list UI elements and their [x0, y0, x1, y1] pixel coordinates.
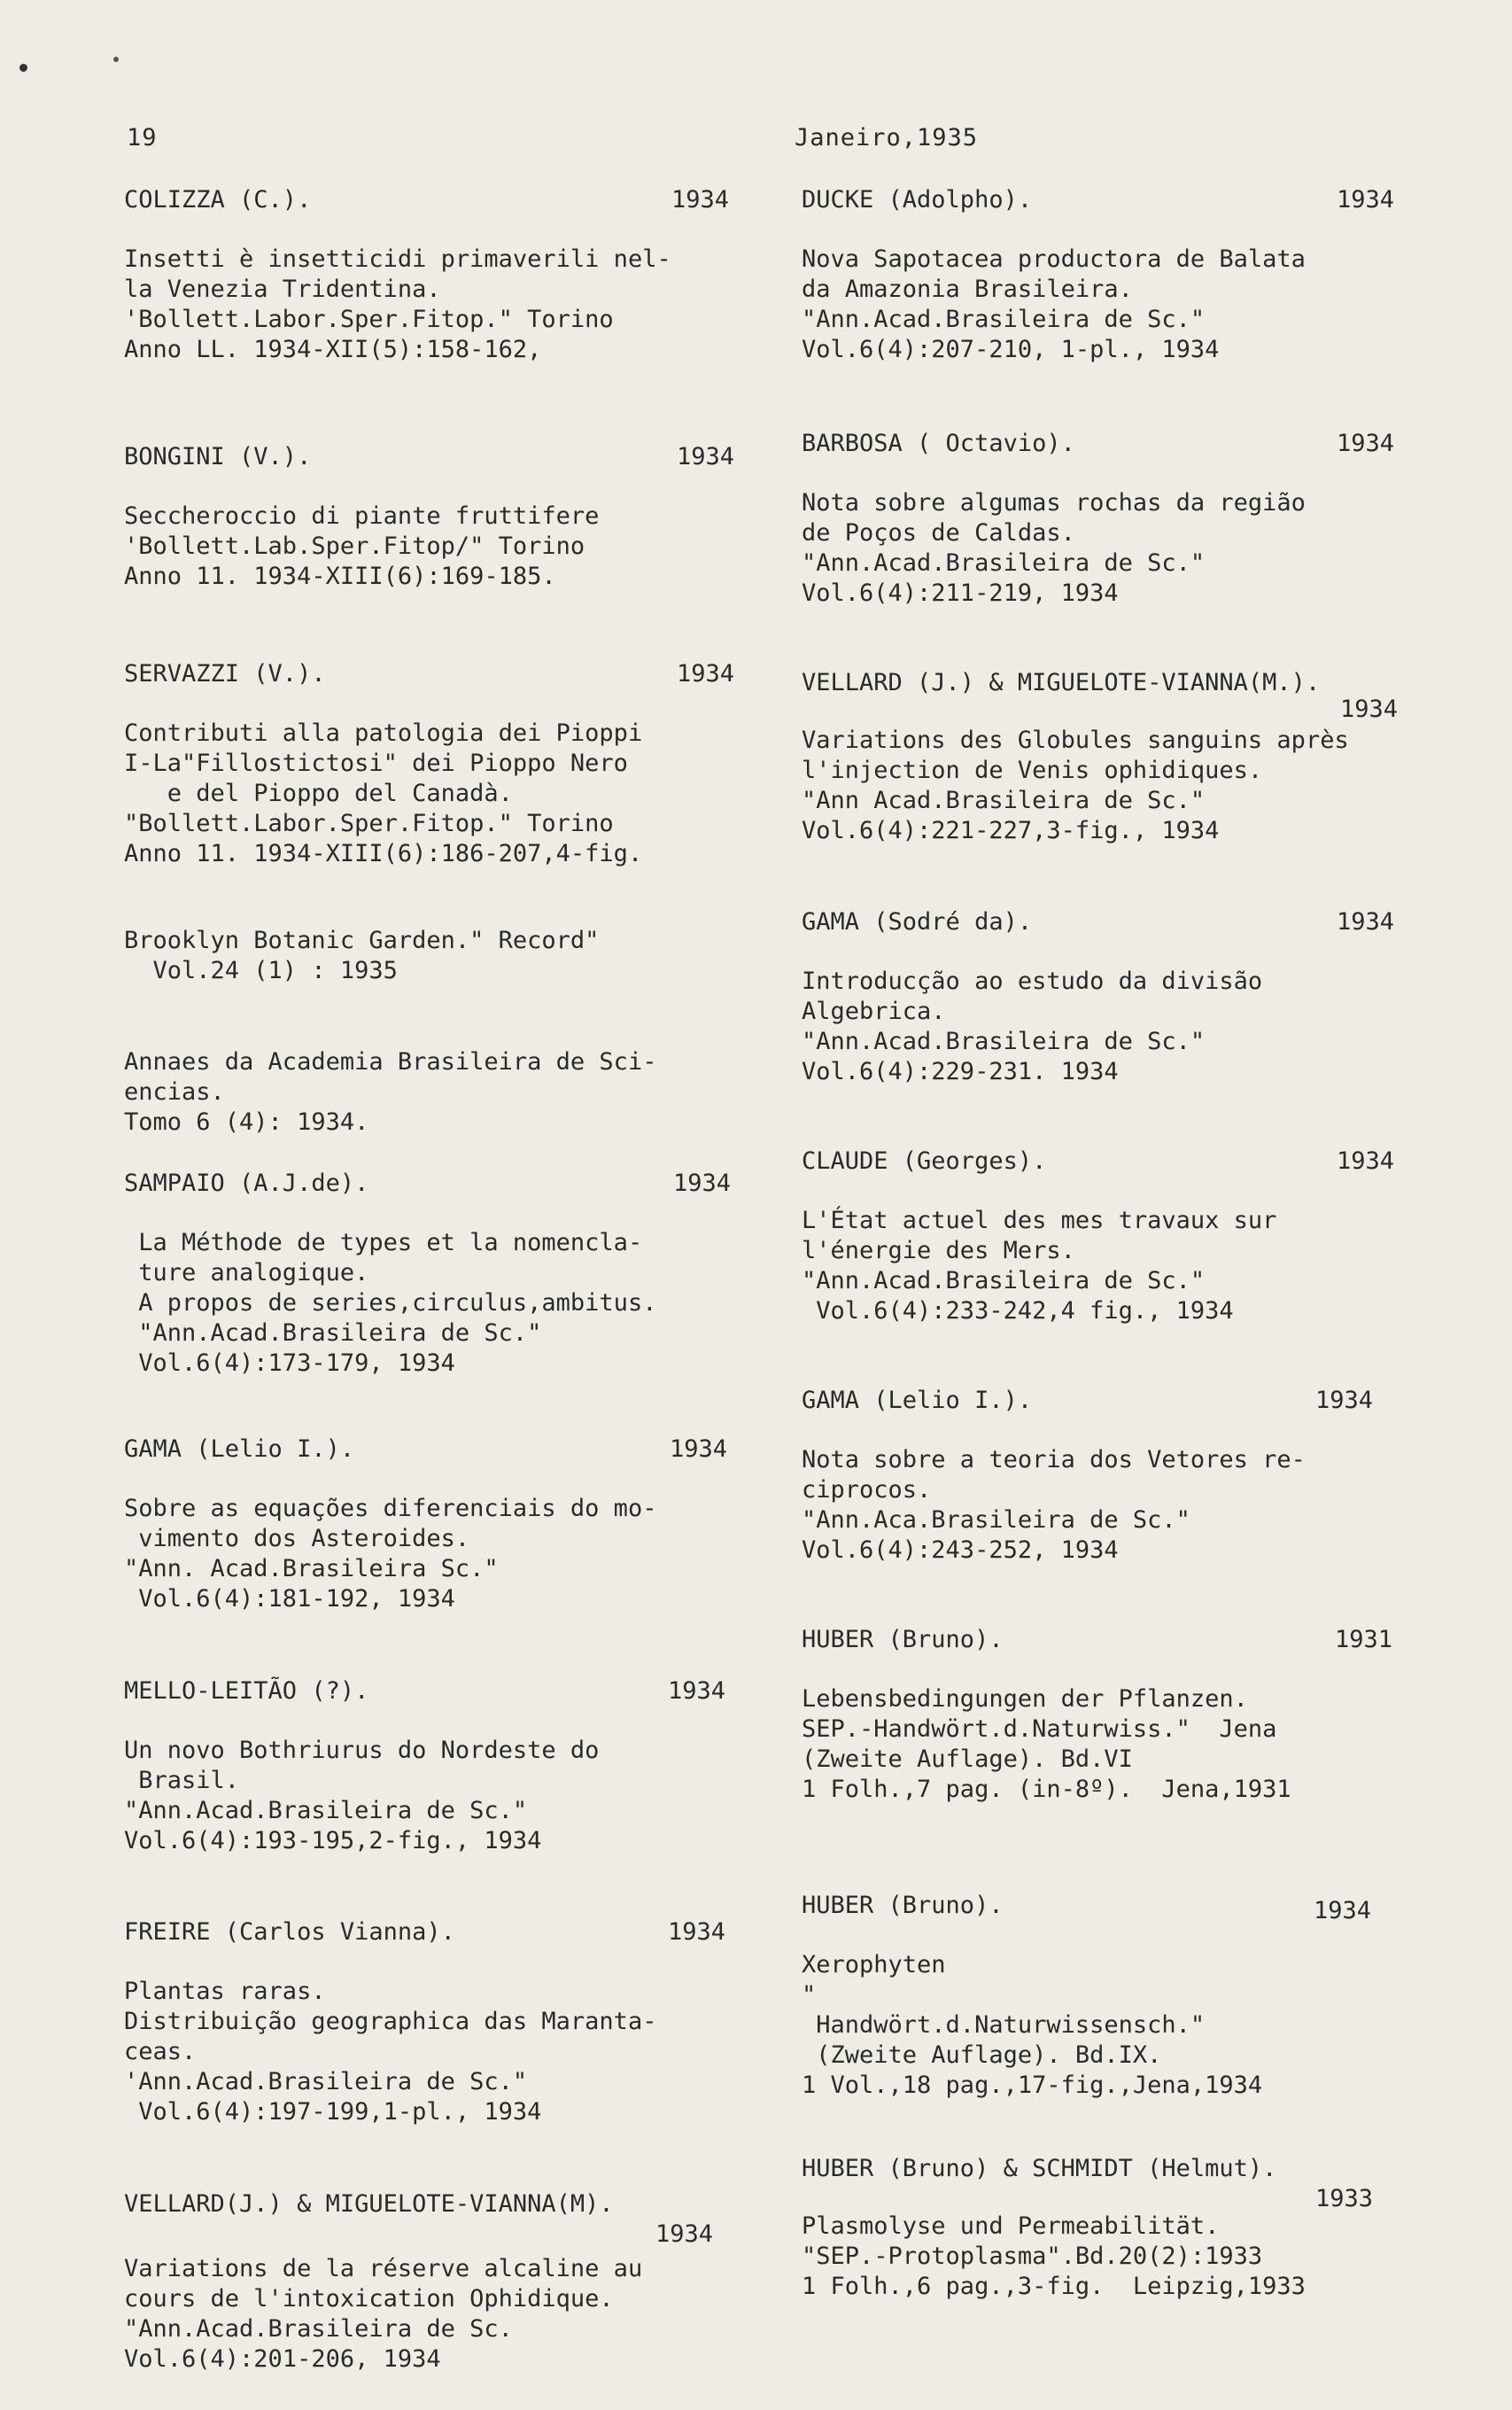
entry-line: Variations de la réserve alcaline au [124, 2255, 643, 2282]
entry-line: "Ann.Acad.Brasileira de Sc." [802, 306, 1206, 333]
entry-line: "Ann Acad.Brasileira de Sc." [802, 787, 1206, 814]
entry-line: Nota sobre a teoria dos Vetores re- [802, 1446, 1306, 1473]
entry-line: Introducção ao estudo da divisão [802, 968, 1263, 995]
bibliography-entry [124, 1047, 779, 1138]
entry-line: l'injection de Venis ophidiques. [802, 757, 1263, 784]
bibliography-entry [802, 1626, 1475, 1805]
entry-author: CLAUDE (Georges). [802, 1147, 1047, 1175]
entry-line: (Zweite Auflage). Bd.IX. [802, 2041, 1162, 2069]
bibliography-entry [802, 430, 1475, 609]
entry-line: da Amazonia Brasileira. [802, 276, 1133, 303]
entry-line: Vol.6(4):201-206, 1934 [124, 2345, 441, 2373]
entry-line: l'énergie des Mers. [802, 1237, 1075, 1264]
entry-year: 1934 [673, 1170, 732, 1197]
entry-line: Annaes da Academia Brasileira de Sci- [124, 1048, 657, 1076]
bibliography-entry [124, 443, 779, 592]
entry-line: "Ann.Acad.Brasileira de Sc." [802, 1267, 1206, 1294]
entry-line: Vol.6(4):211-219, 1934 [802, 579, 1119, 607]
entry-year: 1934 [1314, 1897, 1372, 1924]
entry-line: " [802, 1981, 817, 2009]
entry-line: 1 Folh.,6 pag.,3-fig. Leipzig,1933 [802, 2273, 1306, 2300]
bibliography-entry [802, 1147, 1475, 1326]
entry-author: BARBOSA ( Octavio). [802, 430, 1075, 457]
entry-line: La Méthode de types et la nomencla- [124, 1229, 643, 1256]
entry-line: Sobre as equações diferenciais do mo- [124, 1495, 657, 1522]
entry-author: SERVAZZI (V.). [124, 660, 326, 688]
entry-line: Vol.6(4):197-199,1-pl., 1934 [124, 2098, 542, 2126]
entry-line: "SEP.-Protoplasma".Bd.20(2):1933 [802, 2243, 1263, 2270]
bibliography-entry [124, 1918, 779, 2127]
bibliography-entry [802, 669, 1475, 846]
entry-year: 1934 [677, 443, 735, 470]
entry-line: Vol.6(4):193-195,2-fig., 1934 [124, 1827, 542, 1854]
entry-line: 1 Folh.,7 pag. (in-8º). Jena,1931 [802, 1776, 1291, 1803]
entry-line: Nota sobre algumas rochas da região [802, 489, 1306, 517]
entry-line: Anno 11. 1934-XIII(6):169-185. [124, 563, 556, 590]
entry-year: 1934 [655, 2220, 714, 2248]
entry-line: "Ann.Acad.Brasileira de Sc. [124, 2315, 513, 2343]
entry-line: Tomo 6 (4): 1934. [124, 1108, 369, 1136]
entry-line: Vol.6(4):173-179, 1934 [124, 1349, 455, 1377]
entry-year: 1934 [1315, 1387, 1374, 1414]
entry-line: Anno LL. 1934-XII(5):158-162, [124, 336, 542, 363]
entry-line: ture analogique. [124, 1259, 369, 1287]
bibliography-entry [124, 186, 779, 365]
ink-speck [19, 64, 27, 72]
entry-author: MELLO-LEITÃO (?). [124, 1677, 369, 1705]
entry-line: Insetti è insetticidi primaverili nel- [124, 245, 671, 273]
entry-year: 1934 [670, 1435, 728, 1463]
entry-line: Brooklyn Botanic Garden." Record" [124, 927, 600, 954]
entry-line: 'Bollett.Lab.Sper.Fitop/" Torino [124, 533, 585, 560]
bibliography-entry [802, 1387, 1475, 1566]
entry-line: la Venezia Tridentina. [124, 276, 441, 303]
entry-year: 1934 [668, 1677, 726, 1705]
entry-line: Nova Sapotacea productora de Balata [802, 245, 1306, 273]
entry-author: HUBER (Bruno). [802, 1892, 1004, 1919]
entry-author: GAMA (Sodré da). [802, 908, 1033, 936]
entry-year: 1934 [1337, 430, 1395, 457]
entry-line: e del Pioppo del Canadà. [124, 780, 513, 807]
entry-line: Anno 11. 1934-XIII(6):186-207,4-fig. [124, 840, 643, 867]
entry-line: Vol.6(4):221-227,3-fig., 1934 [802, 817, 1220, 844]
entry-line: Plantas raras. [124, 1978, 326, 2005]
entry-line: "Ann.Acad.Brasileira de Sc." [124, 1797, 528, 1824]
entry-author: DUCKE (Adolpho). [802, 186, 1033, 214]
bibliography-entry [124, 1677, 779, 1856]
bibliography-entry [124, 1170, 779, 1379]
entry-author: COLIZZA (C.). [124, 186, 312, 214]
bibliography-entry [124, 660, 779, 869]
entry-line: vimento dos Asteroides. [124, 1525, 470, 1552]
entry-line: cours de l'intoxication Ophidique. [124, 2285, 614, 2313]
entry-line: Vol.6(4):229-231. 1934 [802, 1058, 1119, 1085]
entry-line: 'Bollett.Labor.Sper.Fitop." Torino [124, 306, 614, 333]
entry-line: 1 Vol.,18 pag.,17-fig.,Jena,1934 [802, 2072, 1263, 2099]
entry-line: ciprocos. [802, 1476, 932, 1504]
entry-line: Brasil. [124, 1767, 240, 1794]
bibliography-entry [802, 908, 1475, 1087]
entry-year: 1934 [1337, 908, 1395, 936]
entry-author: BONGINI (V.). [124, 443, 312, 470]
entry-line: 'Ann.Acad.Brasileira de Sc." [124, 2068, 528, 2095]
entry-line: "Ann.Acad.Brasileira de Sc." [124, 1319, 542, 1347]
entry-year: 1931 [1335, 1626, 1393, 1653]
entry-line: L'État actuel des mes travaux sur [802, 1207, 1277, 1234]
entry-line: "Ann.Acad.Brasileira de Sc." [802, 549, 1206, 577]
entry-line: Vol.24 (1) : 1935 [124, 957, 398, 984]
entry-line: Distribuição geographica das Maranta- [124, 2008, 657, 2035]
entry-line: SEP.-Handwört.d.Naturwiss." Jena [802, 1715, 1277, 1743]
bibliography-entry [802, 2155, 1475, 2302]
entry-year: 1934 [677, 660, 735, 688]
entry-year: 1934 [1337, 1147, 1395, 1175]
bibliography-entry [802, 186, 1475, 365]
entry-line: Xerophyten [802, 1951, 946, 1979]
entry-line: "Ann.Acad.Brasileira de Sc." [802, 1028, 1206, 1055]
entry-line: Vol.6(4):181-192, 1934 [124, 1585, 455, 1613]
entry-line: Plasmolyse und Permeabilität. [802, 2212, 1220, 2240]
entry-line: de Poços de Caldas. [802, 519, 1075, 547]
bibliography-entry [802, 1892, 1475, 2101]
bibliography-entry [124, 1435, 779, 1614]
entry-year: 1934 [1340, 696, 1399, 723]
entry-line: Vol.6(4):243-252, 1934 [802, 1536, 1119, 1564]
entry-author: VELLARD(J.) & MIGUELOTE-VIANNA(M). [124, 2190, 614, 2218]
entry-author: SAMPAIO (A.J.de). [124, 1170, 369, 1197]
entry-line: Handwört.d.Naturwissensch." [802, 2011, 1206, 2039]
entry-year: 1934 [671, 186, 730, 214]
entry-year: 1933 [1315, 2185, 1374, 2212]
entry-line: A propos de series,circulus,ambitus. [124, 1289, 657, 1317]
entry-author: HUBER (Bruno). [802, 1626, 1004, 1653]
page-number: 19 [127, 124, 158, 152]
entry-line: encias. [124, 1078, 225, 1106]
entry-line: ceas. [124, 2038, 197, 2065]
entry-year: 1934 [1337, 186, 1395, 214]
entry-line: Seccheroccio di piante fruttifere [124, 502, 600, 530]
entry-line: Contributi alla patologia dei Pioppi [124, 719, 643, 747]
entry-line: Un novo Bothriurus do Nordeste do [124, 1737, 600, 1764]
bibliography-entry [124, 2190, 779, 2375]
entry-author: FREIRE (Carlos Vianna). [124, 1918, 455, 1946]
entry-line: Lebensbedingungen der Pflanzen. [802, 1685, 1248, 1713]
entry-line: "Ann.Aca.Brasileira de Sc." [802, 1506, 1190, 1534]
entry-year: 1934 [668, 1918, 726, 1946]
ink-speck [113, 57, 119, 62]
entry-author: GAMA (Lelio I.). [802, 1387, 1033, 1414]
entry-line: (Zweite Auflage). Bd.VI [802, 1745, 1133, 1773]
entry-line: I-La"Fillostictosi" dei Pioppo Nero [124, 750, 628, 777]
bibliography-entry [124, 926, 779, 986]
entry-line: "Bollett.Labor.Sper.Fitop." Torino [124, 810, 614, 837]
entry-line: Vol.6(4):233-242,4 fig., 1934 [802, 1297, 1234, 1325]
page-date: Janeiro,1935 [795, 124, 979, 152]
entry-line: "Ann. Acad.Brasileira Sc." [124, 1555, 499, 1582]
entry-author: HUBER (Bruno) & SCHMIDT (Helmut). [802, 2155, 1277, 2182]
entry-line: Vol.6(4):207-210, 1-pl., 1934 [802, 336, 1220, 363]
entry-line: Variations des Globules sanguins après [802, 727, 1349, 754]
entry-line: Algebrica. [802, 998, 946, 1025]
entry-author: GAMA (Lelio I.). [124, 1435, 355, 1463]
entry-author: VELLARD (J.) & MIGUELOTE-VIANNA(M.). [802, 669, 1321, 696]
